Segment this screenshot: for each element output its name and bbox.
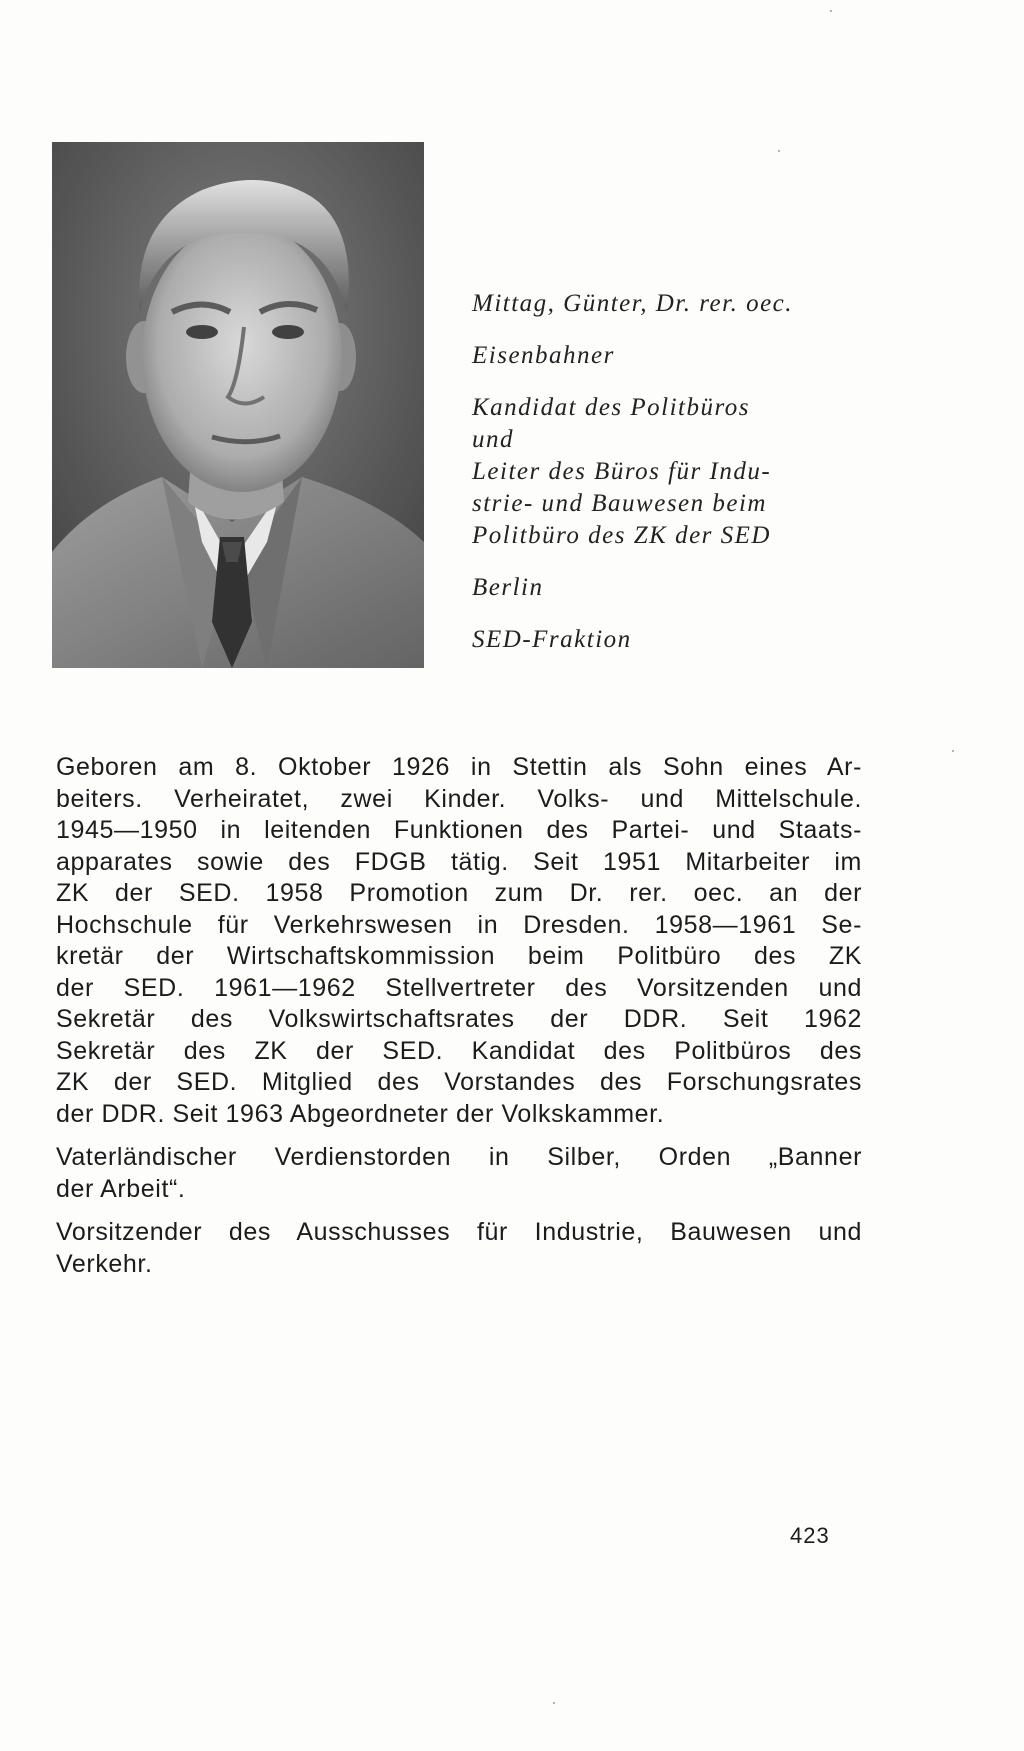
biography-text [56,752,862,1292]
awards-paragraph [56,1142,862,1205]
city: Berlin [472,574,544,601]
text-line: Hochschule für Verkehrswesen in Dresden. 1958—1961 Se- [56,910,862,939]
page-number: 423 [790,1523,830,1548]
text-line: ZK der SED. 1958 Promotion zum Dr. rer. oec. an der [56,879,862,907]
scan-speck [830,10,832,12]
text-line: beiters. Verheiratet, zwei Kinder. Volks- und Mittelschule. [56,784,862,813]
text-line: ZK der SED. Mitglied des Vorstandes des Forschungsrates [56,1068,862,1096]
scan-speck [952,750,954,752]
position-line: und [472,426,514,453]
text-line: der SED. 1961—1962 Stellvertreter des Vorsitzenden und [56,973,862,1002]
position-line: Leiter des Büros für Indu- [472,458,772,485]
scan-speck [778,150,780,152]
biography-paragraph [56,752,862,1130]
scan-speck [553,1702,555,1704]
text-line: 1945—1950 in leitenden Funktionen des Partei- und Staats- [56,816,862,844]
position-line: strie- und Bauwesen beim [472,490,767,517]
position-block [472,392,882,552]
portrait-photo [52,142,424,668]
committee-paragraph [56,1217,862,1280]
text-line: Verkehr. [56,1249,153,1278]
faction: SED-Fraktion [472,626,632,653]
biography-caption [472,288,882,676]
position-line: Politbüro des ZK der SED [472,522,771,549]
portrait-photo-image [52,142,424,668]
position-line: Kandidat des Politbüros [472,394,751,421]
text-line: apparates sowie des FDGB tätig. Seit 1951 Mitarbeiter im [56,847,862,876]
text-line: Sekretär des Volkswirtschaftsrates der DDR. Seit 1962 [56,1005,862,1033]
text-line: Vorsitzender des Ausschusses für Industrie, Bauwesen und [56,1218,862,1246]
text-line: kretär der Wirtschaftskommission beim Politbüro des ZK [56,942,862,970]
text-line: der DDR. Seit 1963 Abgeordneter der Volkskammer. [56,1099,665,1128]
text-line: der Arbeit“. [56,1174,186,1203]
profession: Eisenbahner [472,342,615,369]
text-line: Vaterländischer Verdienstorden in Silber, Orden „Banner [56,1143,862,1171]
person-name: Mittag, Günter, Dr. rer. oec. [472,290,794,317]
text-line: Geboren am 8. Oktober 1926 in Stettin als Sohn eines Ar- [56,753,862,781]
text-line: Sekretär des ZK der SED. Kandidat des Politbüros des [56,1036,862,1065]
